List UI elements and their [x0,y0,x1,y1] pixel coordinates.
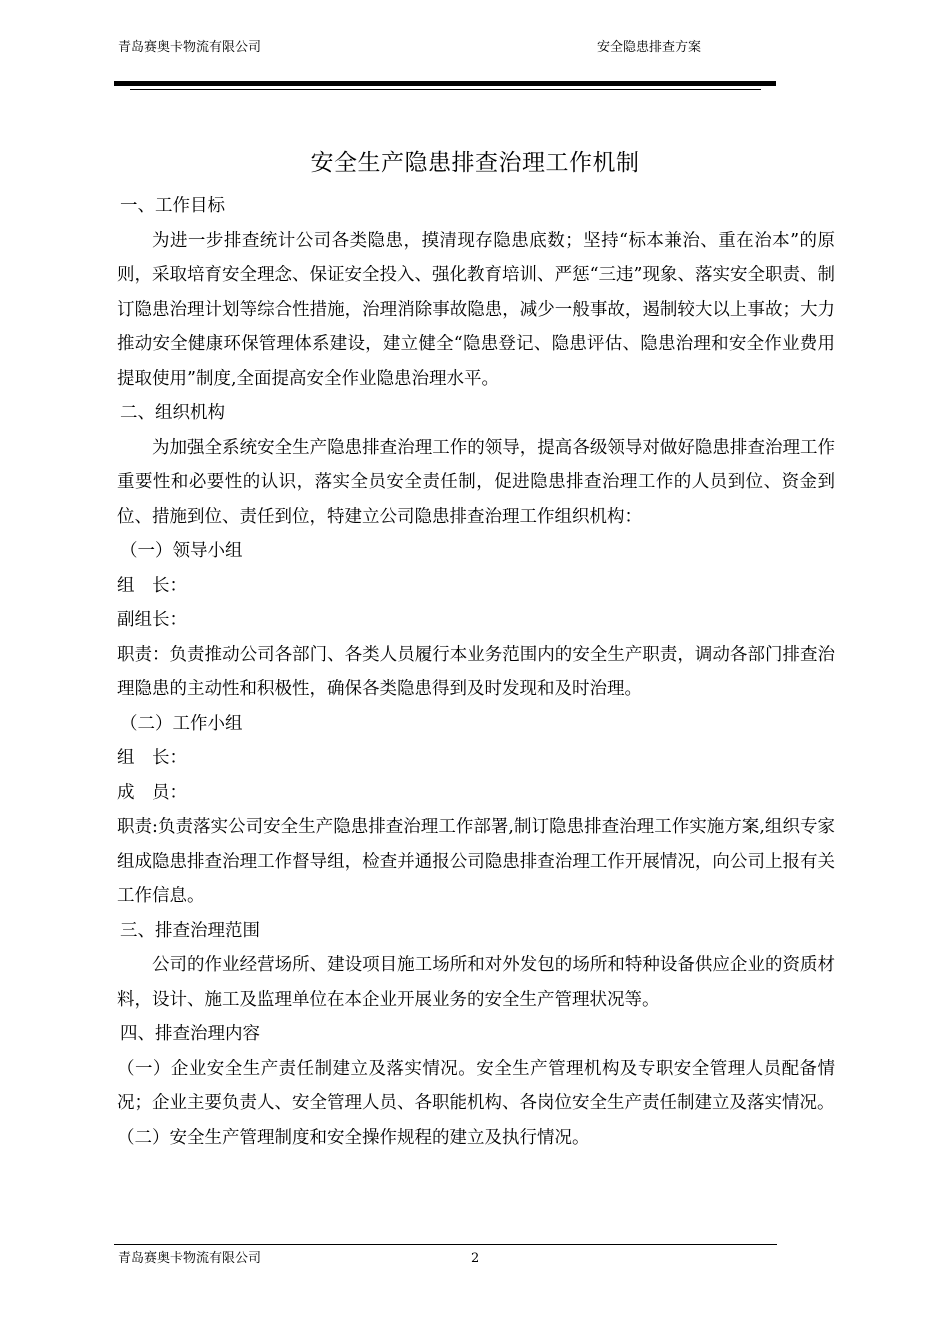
page-number: 2 [471,1251,480,1266]
leadership-deputy-line: 副组长： [117,610,187,630]
content-item-1: （一）企业安全生产责任制建立及落实情况。安全生产管理机构及专职安全管理人员配备情况；企业主要负责人、安全管理人员、各职能机构、各岗位安全生产责任制建立及落实情况。 [117,1058,835,1113]
page-title: 安全生产隐患排查治理工作机制 [310,150,640,176]
header-company: 青岛赛奥卡物流有限公司 [118,40,262,55]
leadership-duty: 职责：负责推动公司各部门、各类人员履行本业务范围内的安全生产职责，调动各部门排查治理隐患的主动性和积极性，确保各类隐患得到及时发现和及时治理。 [117,644,835,699]
paragraph-scope: 公司的作业经营场所、建设项目施工场所和对外发包的场所和特种设备供应企业的资质材料，设计、施工及监理单位在本企业开展业务的安全生产管理状况等。 [117,955,835,1010]
section-heading-goals: 一、工作目标 [120,196,225,216]
content-item-2: （二）安全生产管理制度和安全操作规程的建立及执行情况。 [117,1127,590,1148]
section-heading-content: 四、排查治理内容 [120,1024,260,1044]
paragraph-organization: 为加强全系统安全生产隐患排查治理工作的领导，提高各级领导对做好隐患排查治理工作重要性和必要性的认识，落实全员安全责任制，促进隐患排查治理工作的人员到位、资金到位、措施到位、责任到位，特建立公司隐患排查治理工作组织机构： [117,437,835,527]
header-rule-thin [130,89,761,90]
header-doc-title: 安全隐患排查方案 [597,40,702,55]
subheading-working-group: （二）工作小组 [120,713,243,734]
document-body [117,189,835,1155]
working-leader-line: 组 长： [117,748,187,768]
working-members-line: 成 员： [117,782,187,803]
header-rule-thick [114,81,776,86]
footer-company: 青岛赛奥卡物流有限公司 [118,1251,262,1266]
section-heading-organization: 二、组织机构 [120,403,225,423]
working-duty: 职责:负责落实公司安全生产隐患排查治理工作部署,制订隐患排查治理工作实施方案,组织专家组成隐患排查治理工作督导组，检查并通报公司隐患排查治理工作开展情况，向公司上报有关工作信息。 [117,817,835,906]
footer-rule [114,1244,777,1245]
subheading-leadership-group: （一）领导小组 [120,541,243,561]
leadership-leader-line: 组 长： [117,575,187,596]
section-heading-scope: 三、排查治理范围 [120,920,260,941]
paragraph-goals: 为进一步排查统计公司各类隐患，摸清现存隐患底数；坚持“标本兼治、重在治本”的原则，采取培育安全理念、保证安全投入、强化教育培训、严惩“三违”现象、落实安全职责、制订隐患治理计划等综合性措施，治理消除事故隐患，减少一般事故，遏制较大以上事故；大力推动安全健康环保管理体系建设，建立健全“隐患登记、隐患评估、隐患治理和安全作业费用提取使用”制度,全面提高安全作业隐患治理水平。 [117,230,835,389]
